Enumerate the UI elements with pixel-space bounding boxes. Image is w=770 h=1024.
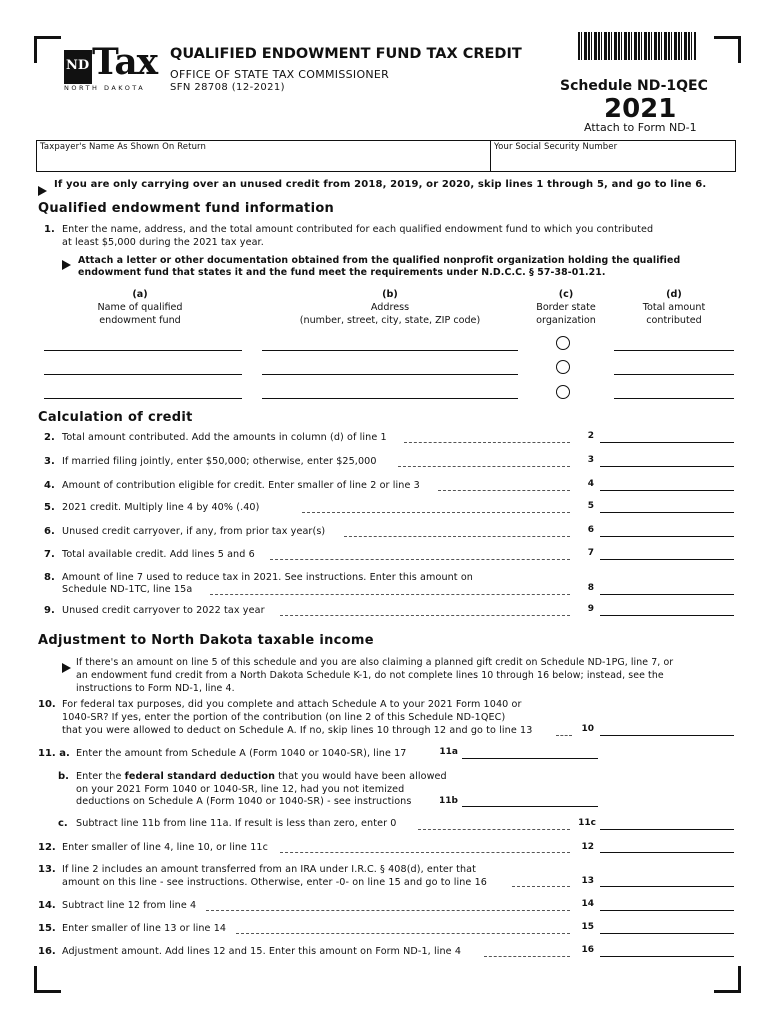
line10-text-cont2: that you were allowed to deduct on Schedule A. If no, skip lines 10 through 12 and go to line 13 — [62, 725, 533, 736]
line-box-number: 13 — [581, 876, 594, 886]
section-title-adjustment: Adjustment to North Dakota taxable income — [38, 633, 374, 648]
column-b-header: (b) Address (number, street, city, state, ZIP code) — [299, 289, 481, 326]
ssn-field[interactable] — [494, 154, 730, 170]
line1-text-cont: at least $5,000 during the 2021 tax year. — [62, 237, 264, 248]
line14-text: Subtract line 12 from line 4 — [62, 900, 197, 911]
line-number: 9. — [44, 605, 55, 616]
line-box-number: 7 — [587, 548, 594, 558]
adjustment-note-cont: an endowment fund credit from a North Dakota Schedule K-1, do not complete lines 10 through 16 below; instead, see the — [76, 670, 664, 681]
taxpayer-name-label: Taxpayer's Name As Shown On Return — [40, 142, 206, 152]
line-box-number: 11b — [439, 796, 458, 806]
fund-name-field[interactable] — [44, 398, 242, 399]
attach-note: Attach a letter or other documentation obtained from the qualified nonprofit organization holding the qualified — [78, 255, 681, 266]
calc-line-text: If married filing jointly, enter $50,000; otherwise, enter $25,000 — [62, 456, 377, 467]
calc-line-amount-field[interactable] — [600, 536, 734, 537]
line-box-number: 4 — [587, 479, 594, 489]
line-number: 7. — [44, 549, 55, 560]
calc-line-amount-field[interactable] — [600, 559, 734, 560]
line14-amount-field[interactable] — [600, 910, 734, 911]
fund-address-field[interactable] — [262, 374, 518, 375]
fund-amount-field[interactable] — [614, 350, 734, 351]
line1-text: Enter the name, address, and the total amount contributed for each qualified endowment fund to which you contributed — [62, 224, 654, 235]
line-box-number: 5 — [587, 501, 594, 511]
line-box-number: 3 — [587, 455, 594, 465]
line-number: 8. — [44, 572, 55, 583]
carryover-note: If you are only carrying over an unused credit from 2018, 2019, or 2020, skip lines 1 through 5, and go to line 6. — [54, 179, 707, 190]
arrow-icon — [62, 254, 71, 273]
barcode — [578, 32, 696, 60]
adjustment-note: If there's an amount on line 5 of this schedule and you are also claiming a planned gift credit on Schedule ND-1PG, line 7, or — [76, 657, 674, 668]
line12-amount-field[interactable] — [600, 852, 734, 853]
adjustment-note-cont2: instructions to Form ND-1, line 4. — [76, 683, 235, 694]
corner-mark-top-left — [34, 36, 61, 63]
line11b-text-cont2: deductions on Schedule A (Form 1040 or 1040-SR) - see instructions — [76, 796, 412, 807]
calc-line-amount-field[interactable] — [600, 442, 734, 443]
line10-amount-field[interactable] — [600, 735, 734, 736]
calc-line-amount-field[interactable] — [600, 512, 734, 513]
calc-line-amount-field[interactable] — [600, 490, 734, 491]
line-number: 14. — [38, 900, 56, 911]
fund-name-field[interactable] — [44, 350, 242, 351]
line11b-amount-field[interactable] — [462, 806, 598, 807]
line-number: b. — [58, 771, 69, 782]
fund-amount-field[interactable] — [614, 398, 734, 399]
border-state-radio[interactable] — [556, 336, 570, 350]
calc-line-text: Total available credit. Add lines 5 and 6 — [62, 549, 255, 560]
line10-text-cont: 1040-SR? If yes, enter the portion of the contribution (on line 2 of this Schedule ND-1QEC) — [62, 712, 506, 723]
calc-line-amount-field[interactable] — [600, 466, 734, 467]
corner-mark-bottom-right — [714, 966, 741, 993]
line-number: 13. — [38, 864, 56, 875]
arrow-icon — [38, 180, 47, 199]
corner-mark-bottom-left — [34, 966, 61, 993]
section-title-calculation: Calculation of credit — [38, 410, 193, 425]
line-box-number: 16 — [581, 945, 594, 955]
line-number: 15. — [38, 923, 56, 934]
column-a-header: (a) Name of qualified endowment fund — [97, 289, 183, 326]
border-state-radio[interactable] — [556, 385, 570, 399]
ssn-label: Your Social Security Number — [494, 142, 618, 152]
fund-address-field[interactable] — [262, 398, 518, 399]
line13-text: If line 2 includes an amount transferred from an IRA under I.R.C. § 408(d), enter that — [62, 864, 477, 875]
line11b-text: Enter the federal standard deduction that you would have been allowed — [76, 771, 447, 782]
line15-text: Enter smaller of line 13 or line 14 — [62, 923, 227, 934]
line-number: 3. — [44, 456, 55, 467]
line15-amount-field[interactable] — [600, 933, 734, 934]
attach-note-cont: endowment fund that states it and the fund meet the requirements under N.D.C.C. § 57-38-01.21. — [78, 267, 606, 278]
calc-line-text-cont: Schedule ND-1TC, line 15a — [62, 584, 193, 595]
line-number: 6. — [44, 526, 55, 537]
calc-line-text: Unused credit carryover to 2022 tax year — [62, 605, 265, 616]
fund-name-field[interactable] — [44, 374, 242, 375]
line-box-number: 2 — [587, 431, 594, 441]
line-number: c. — [58, 818, 68, 829]
line-box-number: 15 — [581, 922, 594, 932]
line-number: 16. — [38, 946, 56, 957]
line-box-number: 8 — [587, 583, 594, 593]
line16-text: Adjustment amount. Add lines 12 and 15. Enter this amount on Form ND-1, line 4 — [62, 946, 462, 957]
calc-line-text: 2021 credit. Multiply line 4 by 40% (.40) — [62, 502, 260, 513]
line-box-number: 11a — [439, 747, 458, 757]
line11c-text: Subtract line 11b from line 11a. If result is less than zero, enter 0 — [76, 818, 397, 829]
line-box-number: 11c — [578, 818, 596, 828]
line13-text-cont: amount on this line - see instructions. Otherwise, enter -0- on line 15 and go to line 16 — [62, 877, 487, 888]
line-number: 11. a. — [38, 748, 70, 759]
line10-text: For federal tax purposes, did you complete and attach Schedule A to your 2021 Form 1040 or — [62, 699, 522, 710]
tax-year: 2021 — [604, 94, 677, 124]
line-number: 10. — [38, 699, 56, 710]
line11c-amount-field[interactable] — [600, 829, 734, 830]
line-box-number: 12 — [581, 842, 594, 852]
column-d-header: (d) Total amount contributed — [642, 289, 706, 326]
line13-amount-field[interactable] — [600, 886, 734, 887]
office-name: OFFICE OF STATE TAX COMMISSIONER — [170, 68, 390, 81]
line-number: 4. — [44, 480, 55, 491]
attach-form-note: Attach to Form ND-1 — [584, 121, 697, 134]
line11a-text: Enter the amount from Schedule A (Form 1040 or 1040-SR), line 17 — [76, 748, 407, 759]
line-box-number: 6 — [587, 525, 594, 535]
calc-line-amount-field[interactable] — [600, 594, 734, 595]
section-title-fund-info: Qualified endowment fund information — [38, 201, 335, 216]
schedule-name: Schedule ND-1QEC — [560, 78, 708, 94]
calc-line-amount-field[interactable] — [600, 615, 734, 616]
nd-tax-logo: Tax ND NORTH DAKOTA — [64, 41, 158, 92]
taxpayer-name-field[interactable] — [40, 154, 486, 170]
form-title: QUALIFIED ENDOWMENT FUND TAX CREDIT — [170, 46, 522, 62]
line-box-number: 14 — [581, 899, 594, 909]
line-number: 5. — [44, 502, 55, 513]
line-box-number: 10 — [581, 724, 594, 734]
line-number: 1. — [44, 224, 55, 235]
line-number: 12. — [38, 842, 56, 853]
corner-mark-top-right — [714, 36, 741, 63]
arrow-icon — [62, 657, 71, 676]
line-box-number: 9 — [587, 604, 594, 614]
calc-line-text: Unused credit carryover, if any, from prior tax year(s) — [62, 526, 326, 537]
border-state-radio[interactable] — [556, 360, 570, 374]
calc-line-text: Total amount contributed. Add the amounts in column (d) of line 1 — [62, 432, 387, 443]
line-number: 2. — [44, 432, 55, 443]
column-c-header: (c) Border state organization — [536, 289, 596, 326]
line11a-amount-field[interactable] — [462, 758, 598, 759]
fund-address-field[interactable] — [262, 350, 518, 351]
fund-amount-field[interactable] — [614, 374, 734, 375]
sfn-number: SFN 28708 (12-2021) — [170, 82, 285, 93]
line11b-text-cont: on your 2021 Form 1040 or 1040-SR, line 12, had you not itemized — [76, 784, 405, 795]
line16-amount-field[interactable] — [600, 956, 734, 957]
line12-text: Enter smaller of line 4, line 10, or line 11c — [62, 842, 268, 853]
calc-line-text: Amount of contribution eligible for credit. Enter smaller of line 2 or line 3 — [62, 480, 420, 491]
calc-line-text: Amount of line 7 used to reduce tax in 2021. See instructions. Enter this amount on — [62, 572, 473, 583]
